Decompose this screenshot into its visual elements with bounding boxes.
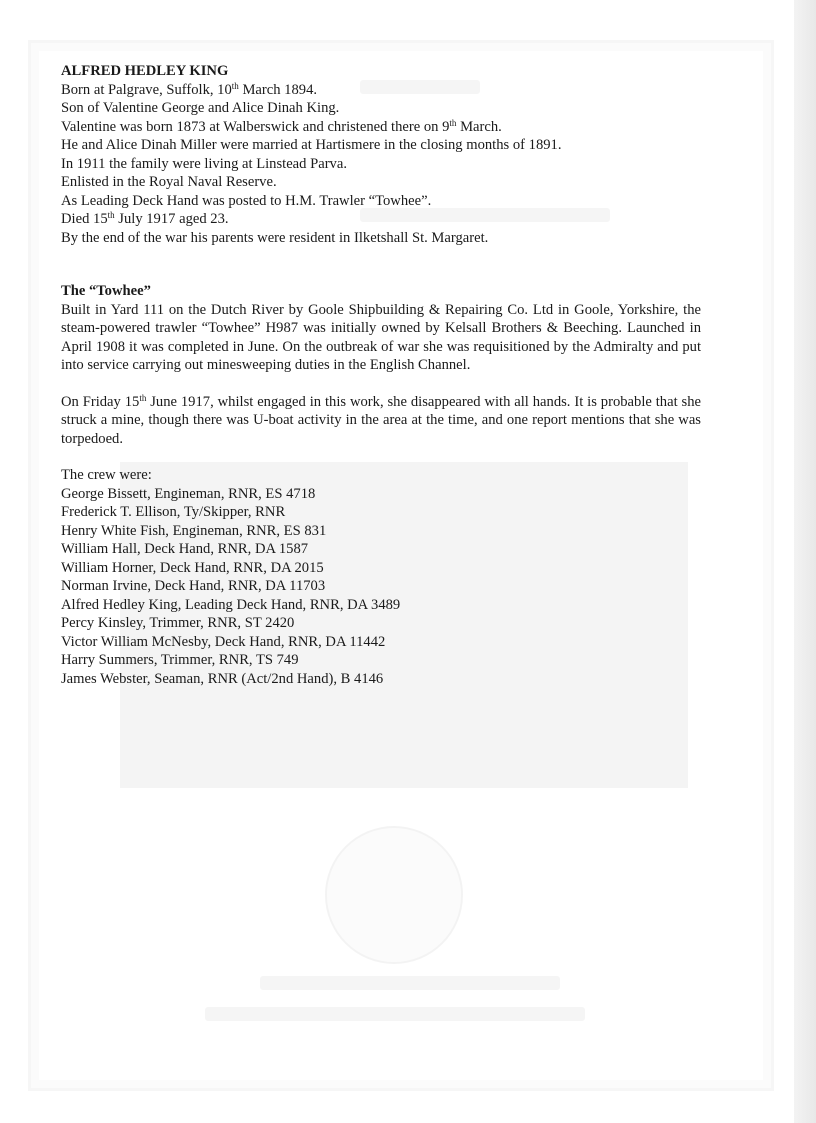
crew-member: Norman Irvine, Deck Hand, RNR, DA 11703	[61, 578, 326, 594]
death-line: Died 15th July 1917 aged 23.	[61, 210, 229, 227]
residence-1911-line: In 1911 the family were living at Linstead Parva.	[61, 155, 347, 172]
towhee-history-paragraph: Built in Yard 111 on the Dutch River by Goole Shipbuilding & Repairing Co. Ltd in Goole, Yorkshire, the steam-powered trawler “Towhee” H987 was initially owned by Kelsall Brothers & Beeching. Launched in April 1908 it was completed in June. On the outbreak of war she was requisitioned by the Admiralty and put into service carrying out minesweeping duties in the English Channel.	[61, 301, 701, 373]
section-heading-king: ALFRED HEDLEY KING	[61, 63, 229, 79]
birth-line: Born at Palgrave, Suffolk, 10th March 1894.	[61, 80, 318, 98]
document-body	[61, 62, 701, 688]
disappearance-paragraph: On Friday 15th June 1917, whilst engaged in this work, she disappeared with all hands. It is probable that she struck a mine, though there was U-boat activity in the area at the time, and one report mentions that she was torpedoed.	[61, 392, 701, 447]
crew-intro: The crew were:	[61, 467, 152, 483]
father-line: Valentine was born 1873 at Walberswick and christened there on 9th March.	[61, 117, 502, 135]
crew-member: William Horner, Deck Hand, RNR, DA 2015	[61, 559, 324, 576]
marriage-line: He and Alice Dinah Miller were married at Hartismere in the closing months of 1891.	[61, 137, 562, 153]
scan-edge-shadow	[794, 0, 816, 1123]
crew-member: Frederick T. Ellison, Ty/Skipper, RNR	[61, 504, 286, 520]
posting-line: As Leading Deck Hand was posted to H.M. Trawler “Towhee”.	[61, 192, 432, 209]
crew-member: William Hall, Deck Hand, RNR, DA 1587	[61, 541, 309, 557]
crew-member: Alfred Hedley King, Leading Deck Hand, RNR, DA 3489	[61, 596, 401, 613]
reverse-side-seal-shadow	[325, 826, 463, 964]
crew-member: Percy Kinsley, Trimmer, RNR, ST 2420	[61, 615, 295, 631]
crew-member: Victor William McNesby, Deck Hand, RNR, DA 11442	[61, 633, 386, 650]
crew-member: James Webster, Seaman, RNR (Act/2nd Hand), B 4146	[61, 670, 384, 687]
crew-member: Harry Summers, Trimmer, RNR, TS 749	[61, 652, 299, 668]
crew-member: George Bissett, Engineman, RNR, ES 4718	[61, 485, 316, 502]
parents-residence-line: By the end of the war his parents were resident in Ilketshall St. Margaret.	[61, 229, 489, 246]
reverse-side-text-shadow	[205, 1007, 585, 1021]
crew-member: Henry White Fish, Engineman, RNR, ES 831	[61, 522, 327, 539]
reverse-side-text-shadow	[260, 976, 560, 990]
section-heading-towhee: The “Towhee”	[61, 283, 151, 299]
parents-line: Son of Valentine George and Alice Dinah King.	[61, 100, 340, 116]
enlistment-line: Enlisted in the Royal Naval Reserve.	[61, 174, 277, 190]
